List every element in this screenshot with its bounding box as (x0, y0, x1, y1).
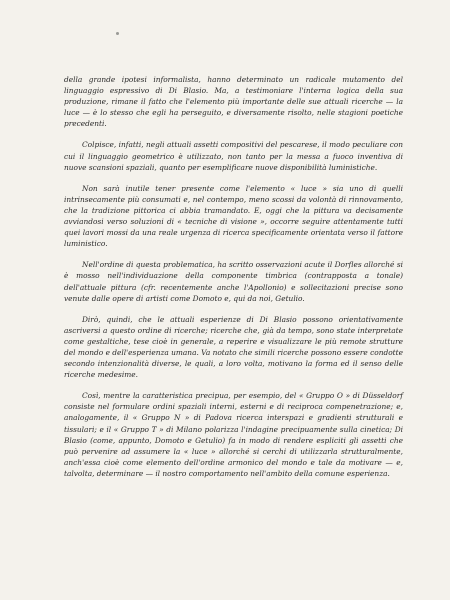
paragraph: della grande ipotesi informalista, hanno determinato un radicale mutamento del linguaggio espressivo di Di Blasio. Ma, a testimoniare l'interna logica della sua produzione, rimane il fatto che l'elemento più importante delle sue attuali ricerche — la luce — è lo stesso che egli ha perseguito, e diversamente risolto, nelle stagioni poetiche precedenti. (64, 75, 403, 129)
paragraph: Non sarà inutile tener presente come l'elemento « luce » sia uno di quelli intrinsecamente più consumati e, nel contempo, meno scossi da volontà di rinnovamento, che la tradizione pittorica ci abbia tramandato. E, oggi che la pittura va decisamente avviandosi verso soluzioni di « tecniche di visione », occorre seguire attentamente tutti quei lavori mossi da una reale urgenza di ricerca specificamente orientata verso il fattore luministico. (64, 183, 403, 249)
paragraph: Così, mentre la caratteristica precipua, per esempio, del « Gruppo O » di Düsseldorf consiste nel formulare ordini spaziali interni, esterni e di reciproca compenetrazione; e, analogamente, il « Gruppo N » di Padova ricerca interspazi e gradienti strutturali e tissulari; e il « Gruppo T » di Milano polarizza l'indagine precipuamente sulla cinetica; Di Blasio (come, appunto, Domoto e Getulio) fa in modo di rendere espliciti gli assetti che può pervenire ad assumere la « luce » allorché si cerchi di utilizzarla strutturalmente, anch'essa cioè come elemento dell'ordine armonico del mondo e tale da motivare — e, talvolta, determinare — il nostro comportamento nell'ambito della comune esperienza. (64, 391, 403, 478)
paragraph: Dirò, quindi, che le attuali esperienze di Di Blasio possono orientativamente ascriversi a questo ordine di ricerche; ricerche che, già da tempo, sono state interpretate come gestaltiche, tese cioè in generale, a reperire e visualizzare le più remote strutture del mondo e dell'esperienza umana. Va notato che simili ricerche possono essere condotte secondo intenzionalità diverse, le quali, a loro volta, motivano la forma ed il senso delle ricerche medesime. (64, 314, 403, 380)
paragraph: Colpisce, infatti, negli attuali assetti compositivi del pescarese, il modo peculiare con cui il linguaggio geometrico è utilizzato, non tanto per la messa a fuoco inventiva di nuove scansioni spaziali, quanto per esemplificare nuove disponibilità luministiche. (64, 140, 403, 172)
paragraph: Nell'ordine di questa problematica, ha scritto osservazioni acute il Dorfles allorché si è mosso nell'individuazione della componente timbrica (contrapposta a tonale) dell'attuale pittura (cfr. recentemente anche l'Apollonio) e sollecitazioni precise sono venute dalle opere di artisti come Domoto e, qui da noi, Getulio. (64, 260, 403, 303)
body-text (64, 74, 403, 489)
page-mark (116, 32, 119, 35)
